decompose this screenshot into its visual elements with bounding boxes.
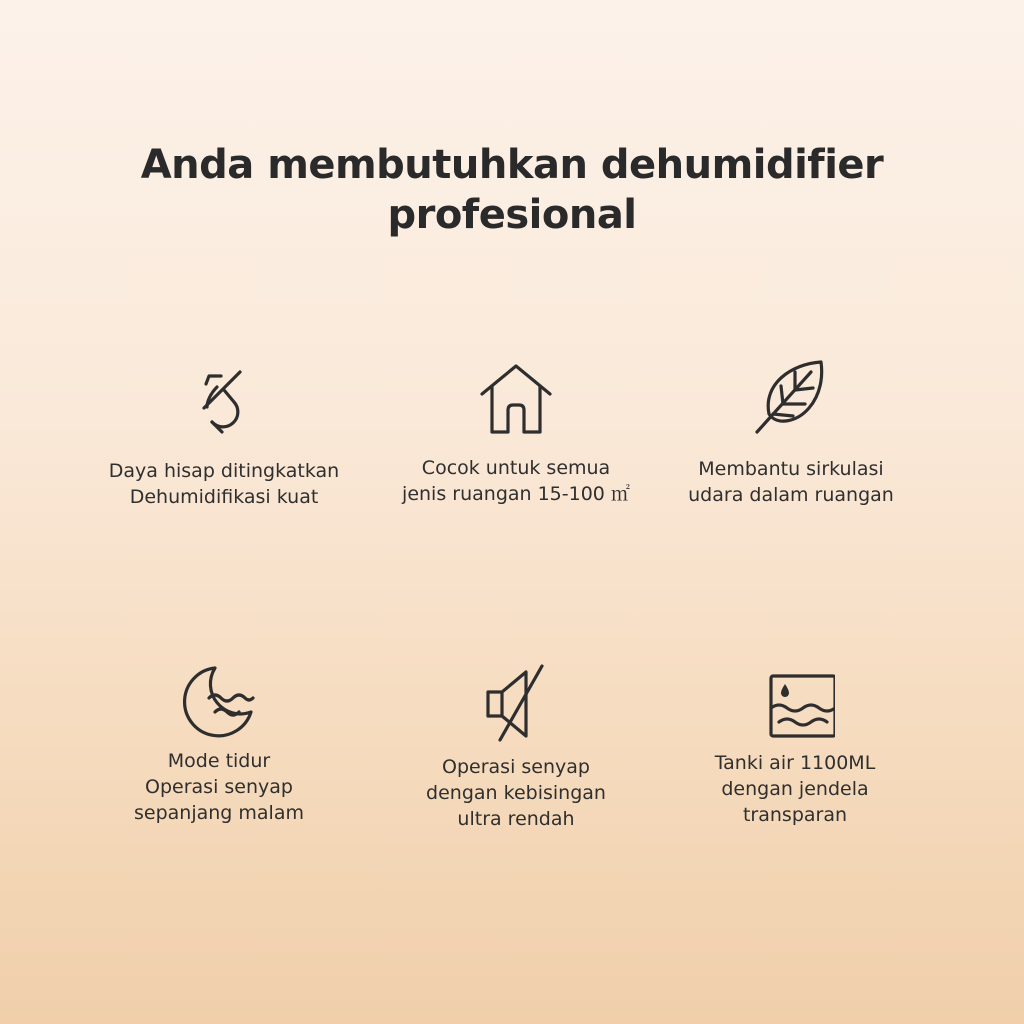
feature-line: Cocok untuk semua (421, 457, 611, 479)
page-title-line-2: profesional (387, 192, 637, 238)
feature-sleep-mode (69, 660, 369, 826)
leaf-icon (751, 356, 831, 436)
feature-line: Membantu sirkulasi (698, 458, 884, 480)
feature-line: udara dalam ruangan (688, 484, 894, 506)
feature-text (645, 750, 945, 828)
feature-water-tank (645, 666, 945, 828)
feature-line: sepanjang malam (134, 802, 304, 824)
feature-strong-suction (74, 360, 374, 510)
feature-line: dengan jendela (721, 778, 869, 800)
feature-text (366, 455, 666, 507)
feature-text (69, 748, 369, 826)
speaker-mute-icon (476, 662, 556, 742)
feature-line: Tanki air 1100ML (714, 752, 876, 774)
feature-line: Dehumidifikasi kuat (129, 486, 319, 508)
feature-line: Operasi senyap (145, 776, 293, 798)
feature-line: Operasi senyap (442, 756, 590, 778)
feature-text (74, 458, 374, 510)
feature-air-circulation (641, 356, 941, 508)
water-tank-icon (755, 666, 835, 746)
feature-line: Mode tidur (167, 750, 271, 772)
feature-room-size (366, 360, 666, 507)
feature-line: ultra rendah (457, 808, 575, 830)
feature-text (641, 456, 941, 508)
feature-line: jenis ruangan 15-100 ㎡ (402, 483, 630, 505)
page-title-line-1: Anda membutuhkan dehumidifier (140, 142, 884, 188)
moon-waves-icon (179, 660, 259, 740)
feature-text (366, 754, 666, 832)
feature-ultra-quiet (366, 662, 666, 832)
feature-line: transparan (742, 804, 848, 826)
house-icon (476, 360, 556, 440)
feature-line: dengan kebisingan (426, 782, 606, 804)
strong-suction-icon (184, 360, 264, 440)
page-title (0, 140, 1024, 240)
feature-line: Daya hisap ditingkatkan (108, 460, 340, 482)
